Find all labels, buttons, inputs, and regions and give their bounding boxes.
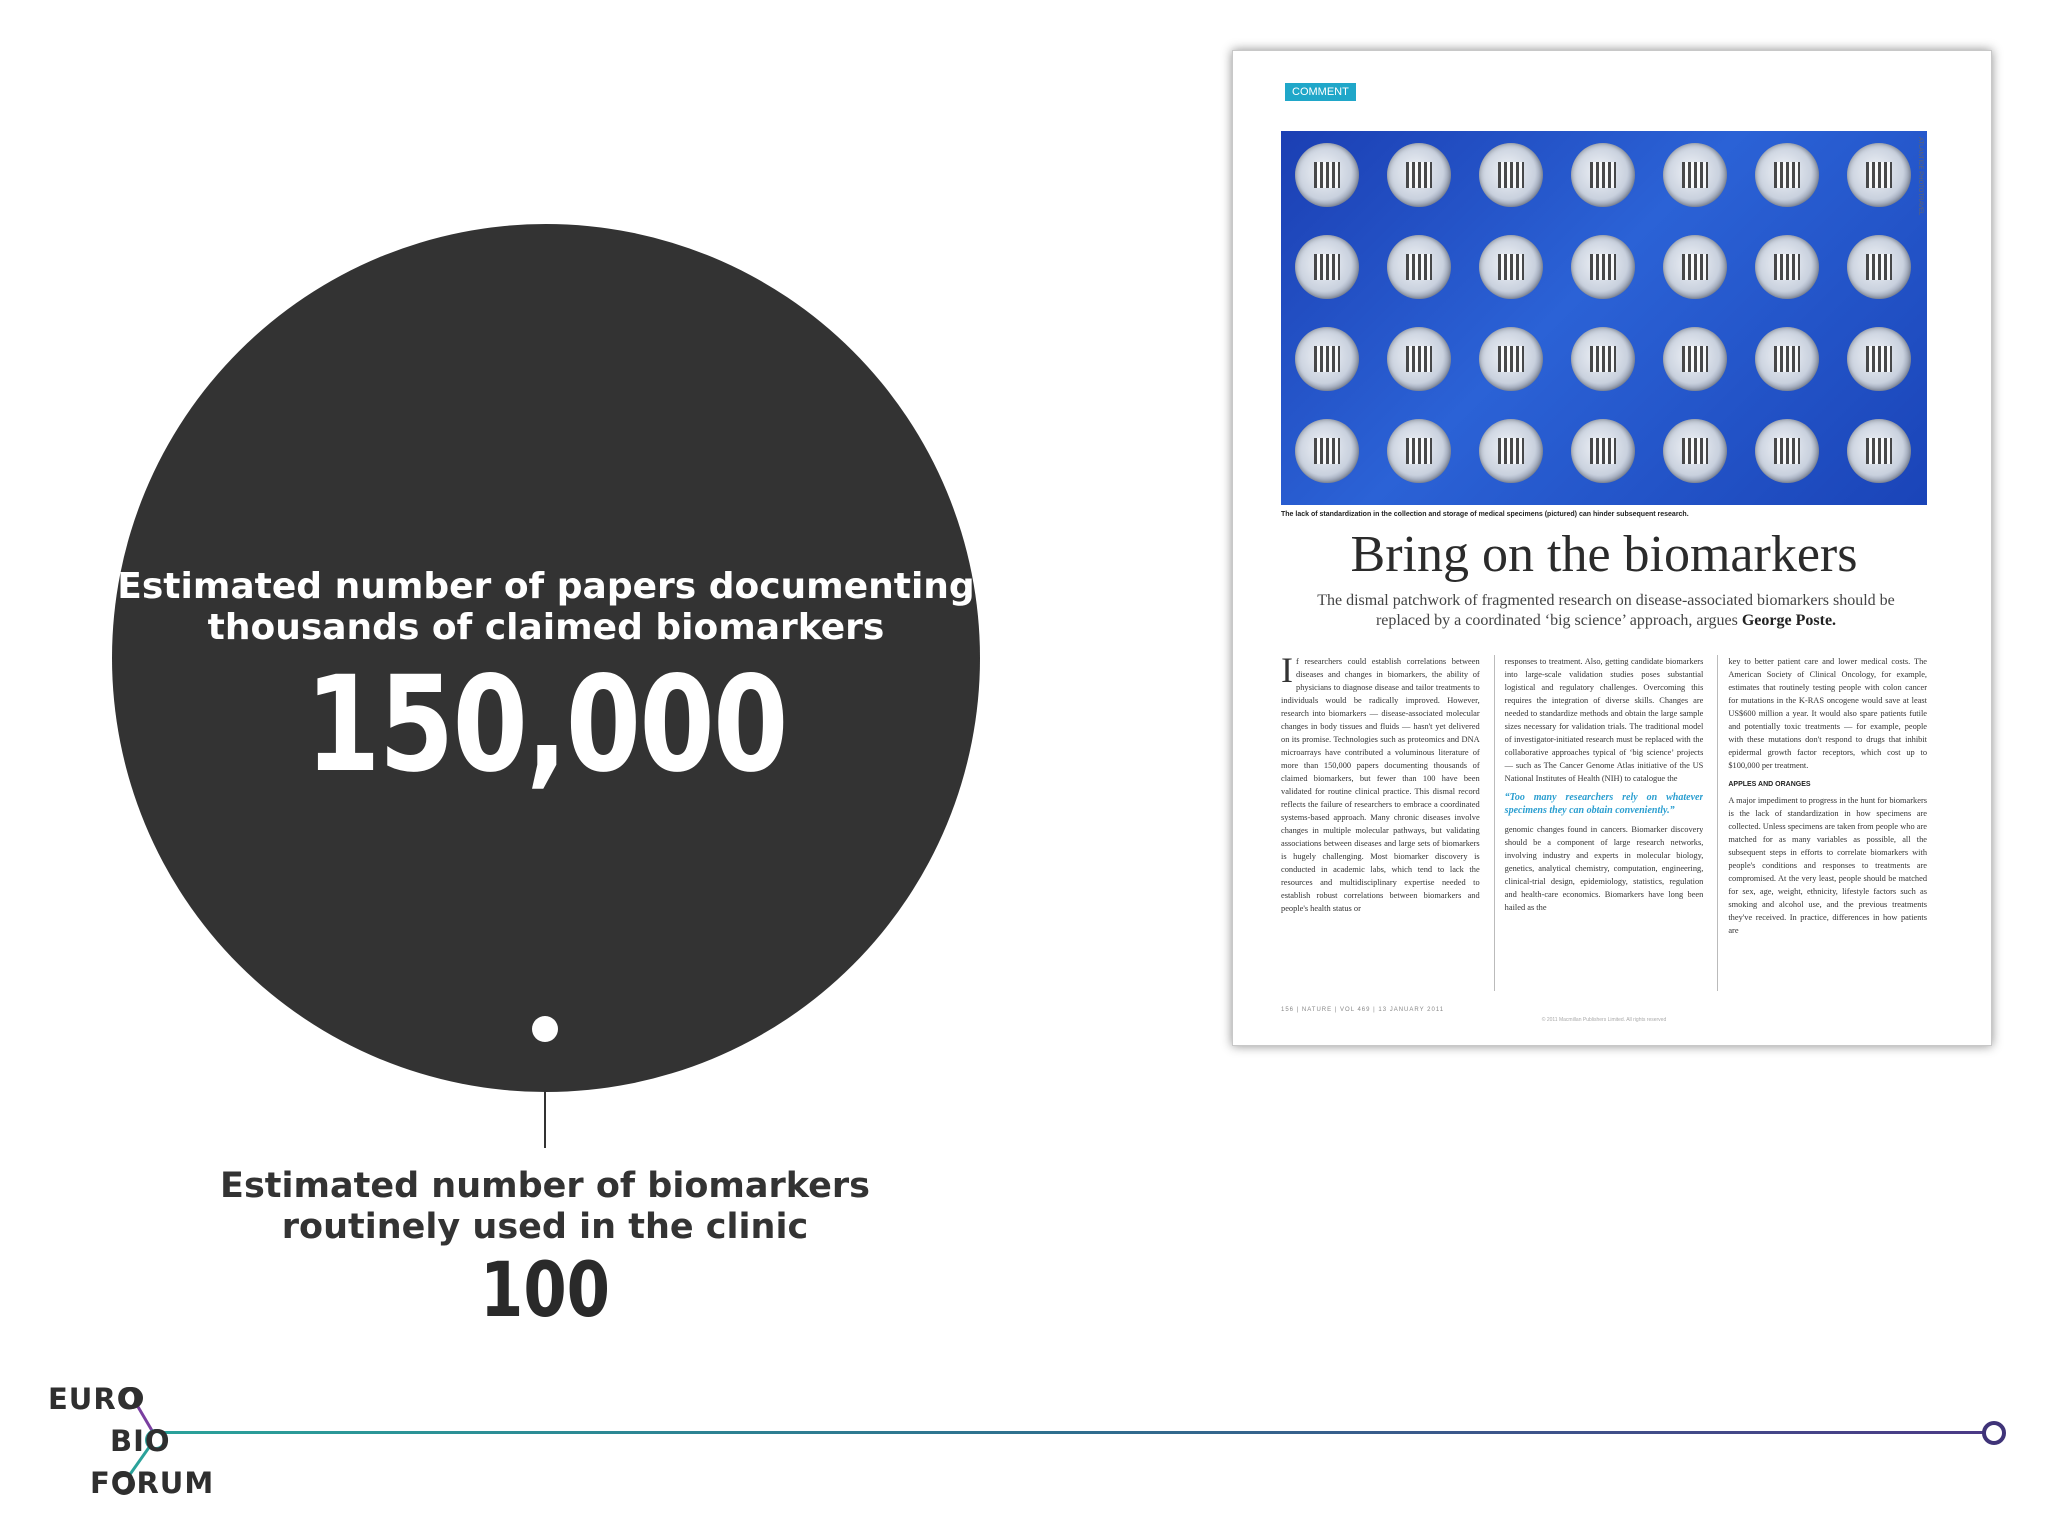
photo-caption: The lack of standardization in the collection and storage of medical specimens (pictured) can hinder subsequent research. (1281, 511, 1689, 518)
article-columns (1281, 655, 1927, 991)
papers-label-line1: Estimated number of papers documenting (117, 566, 975, 607)
photo-credit: ATLANTIDE PHOTOTRAVEL (1917, 137, 1923, 216)
specimen-vial (1663, 143, 1727, 207)
specimen-vial (1295, 327, 1359, 391)
logo-bio: BIO (110, 1424, 171, 1458)
section-subhead: APPLES AND ORANGES (1728, 781, 1811, 788)
column-1-text: f researchers could establish correlations between diseases and changes in biomarkers, the ability of physicians to diagnose disease and tailor treatments to individuals would be radically improved. However, research into biomarkers — disease-associated molecular changes in body tissues and fluids — hasn't yet delivered on its promise. Technologies such as proteomics and DNA microarrays have contributed a voluminous literature of more than 150,000 papers documenting thousands of claimed biomarkers, but fewer than 100 have been validated for routine clinical practice. This dismal record reflects the failure of researchers to embrace a coordinated systems-based approach. Many chronic diseases involve changes in multiple molecular pathways, but validating associations between diseases and large sets of biomarkers is hugely challenging. Most biomarker discovery is conducted in academic labs, which tend to lack the resources and multidisciplinary expertise needed to establish robust correlations between biomarkers and people's health status or (1281, 657, 1480, 913)
specimen-vial (1479, 327, 1543, 391)
papers-label (112, 566, 980, 648)
specimen-vial (1571, 419, 1635, 483)
papers-label-line2: thousands of claimed biomarkers (207, 607, 885, 648)
specimen-vial (1387, 419, 1451, 483)
specimen-vial (1571, 143, 1635, 207)
page-footer: 156 | NATURE | VOL 469 | 13 JANUARY 2011 (1281, 1007, 1445, 1013)
specimen-vial (1479, 143, 1543, 207)
specimen-vial (1571, 327, 1635, 391)
column-2-text-b: genomic changes found in cancers. Biomarker discovery should be a component of large research networks, involving industry and experts in molecular biology, genetics, analytical chemistry, computation, engineering, clinical-trial design, epidemiology, statistics, regulation and health-care economics. Biomarkers have long been hailed as the (1504, 825, 1704, 912)
eurobioforum-logo (46, 1376, 236, 1500)
specimen-vial (1755, 235, 1819, 299)
drop-cap: I (1281, 655, 1293, 690)
biomarkers-count: 100 (479, 1245, 611, 1334)
specimen-vial (1663, 327, 1727, 391)
article-column-1 (1281, 655, 1480, 991)
standfirst-text: The dismal patchwork of fragmented research on disease-associated biomarkers should be replaced by a coordinated ‘big science’ approach, argues (1317, 592, 1895, 629)
specimen-vial (1847, 419, 1911, 483)
specimen-vial (1755, 327, 1819, 391)
specimen-vial (1663, 419, 1727, 483)
specimen-vial (1847, 235, 1911, 299)
specimen-vial (1479, 235, 1543, 299)
biomarkers-label-line1: Estimated number of biomarkers (220, 1166, 870, 1206)
connector-line (544, 1042, 546, 1148)
timeline-end-node (1982, 1421, 2006, 1445)
specimen-vial (1387, 143, 1451, 207)
column-2-text-a: responses to treatment. Also, getting candidate biomarkers into large-scale validation studies poses substantial logistical and regulatory challenges. Overcoming this requires the integration of diverse skills. Changes are needed to standardize methods and obtain the large sample sizes necessary for validation trials. The traditional model of investigator-initiated research must be replaced with the collaborative approaches typical of ‘big science’ projects — such as The Cancer Genome Atlas initiative of the US National Institutes of Health (NIH) to catalogue the (1504, 657, 1704, 783)
article-author: George Poste. (1741, 612, 1837, 629)
small-stat-dot (532, 1016, 558, 1042)
copyright-notice: © 2011 Macmillan Publishers Limited. All rights reserved (1541, 1017, 1667, 1023)
specimen-vial (1295, 235, 1359, 299)
article-headline: Bring on the biomarkers (1350, 526, 1858, 583)
specimen-vial (1755, 419, 1819, 483)
specimen-vial (1847, 143, 1911, 207)
specimen-vial (1663, 235, 1727, 299)
article-page (1232, 50, 1992, 1046)
specimen-vial (1571, 235, 1635, 299)
papers-count: 150,000 (305, 648, 787, 802)
pull-quote: “Too many researchers rely on whatever specimens they can obtain conveniently.” (1504, 792, 1704, 816)
column-3-text-b: A major impediment to progress in the hunt for biomarkers is the lack of standardization in how specimens are collected. Unless specimens are taken from people who are matched for as many variables as possible, all the subsequent steps in efforts to correlate biomarkers with people's conditions and responses to treatments are compromised. At the very least, people should be matched for sex, age, weight, ethnicity, lifestyle factors such as smoking and alcohol use, and the previous treatments they've received. In practice, differences in how patients are (1728, 796, 1928, 935)
logo-forum: FORUM (90, 1466, 215, 1500)
article-standfirst (1293, 591, 1919, 631)
specimen-vial (1387, 235, 1451, 299)
specimen-vial (1479, 419, 1543, 483)
specimen-vial (1755, 143, 1819, 207)
specimen-vial (1387, 327, 1451, 391)
logo-euro: EURO (48, 1382, 143, 1416)
timeline-line (150, 1431, 1984, 1434)
biomarkers-label (200, 1166, 890, 1248)
specimen-vial (1295, 143, 1359, 207)
biomarkers-label-line2: routinely used in the clinic (281, 1207, 809, 1247)
article-column-2 (1494, 655, 1704, 991)
column-3-text-a: key to better patient care and lower medical costs. The American Society of Clinical Oncology, for example, estimates that routinely testing people with colon cancer for mutations in the K-RAS oncogene would save at least US$600 million a year. It would also spare patients futile and potentially toxic treatments — for example, people with these mutations don't respond to drugs that inhibit epidermal growth factor receptors, which cost up to $100,000 per treatment. (1728, 657, 1928, 770)
specimen-vial (1295, 419, 1359, 483)
specimen-vial (1847, 327, 1911, 391)
specimen-photo (1281, 131, 1927, 505)
comment-tag: COMMENT (1285, 83, 1356, 101)
article-column-3 (1717, 655, 1927, 991)
